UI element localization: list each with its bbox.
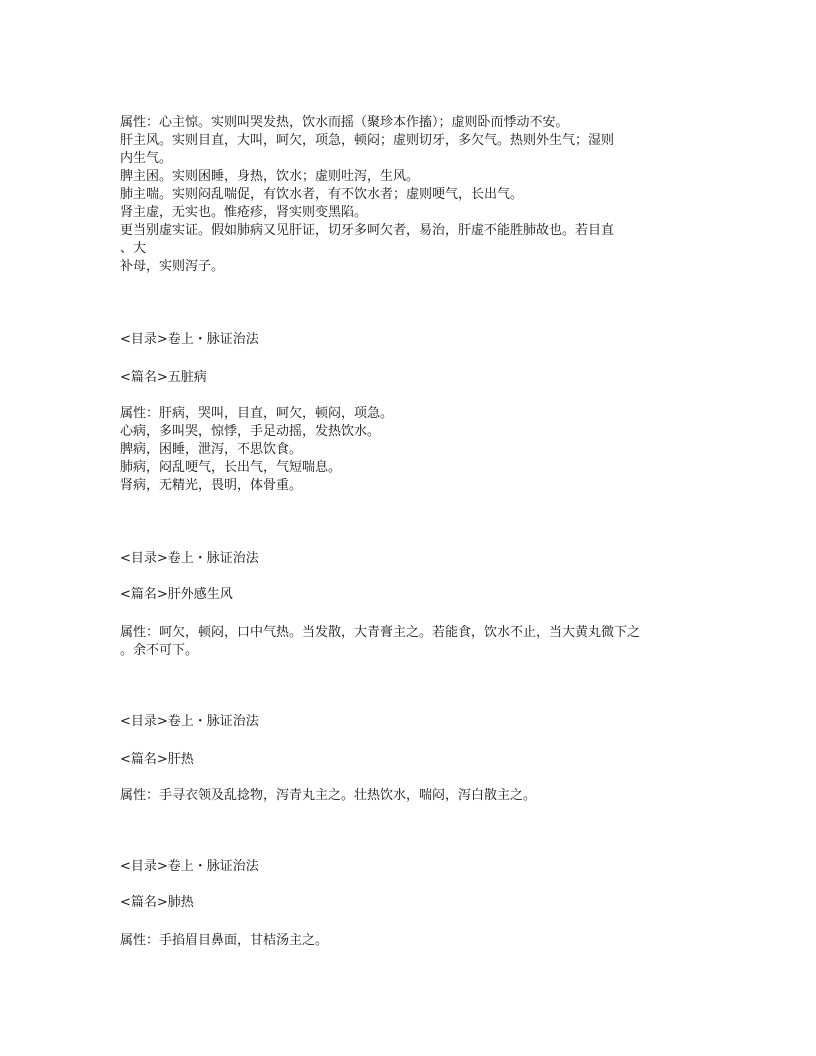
text-line: 内生气。 — [120, 151, 173, 166]
section-title: <篇名>肺热 — [120, 895, 194, 910]
text-line: 属性：呵欠，顿闷，口中气热。当发散，大青膏主之。若能食，饮水不止，当大黄丸微下之 — [120, 625, 641, 640]
text-line: 肝主风。实则目直，大叫，呵欠，项急，顿闷；虚则切牙，多欠气。热则外生气；湿则 — [120, 133, 615, 148]
text-line: 脾主困。实则困睡，身热，饮水；虚则吐泻，生风。 — [120, 169, 420, 184]
text-line: 补母，实则泻子。 — [120, 259, 225, 274]
text-line: 。余不可下。 — [120, 643, 199, 658]
catalog-heading: <目录>卷上・脉证治法 — [120, 332, 259, 347]
catalog-heading: <目录>卷上・脉证治法 — [120, 859, 259, 874]
text-line: 更当别虚实证。假如肺病又见肝证，切牙多呵欠者，易治，肝虚不能胜肺故也。若目直 — [120, 223, 615, 238]
text-line: 心病，多叫哭，惊悸，手足动摇，发热饮水。 — [120, 424, 381, 439]
catalog-heading: <目录>卷上・脉证治法 — [120, 714, 259, 729]
text-line: 肺主喘。实则闷乱喘促，有饮水者，有不饮水者；虚则哽气，长出气。 — [120, 187, 524, 202]
section-title: <篇名>肝外感生风 — [120, 587, 233, 602]
text-line: 肺病，闷乱哽气，长出气，气短喘息。 — [120, 460, 342, 475]
text-line: 属性：手寻衣领及乱捻物，泻青丸主之。壮热饮水，喘闷，泻白散主之。 — [120, 788, 537, 803]
text-line: 属性：手掐眉目鼻面，甘桔汤主之。 — [120, 933, 329, 948]
section-title: <篇名>五脏病 — [120, 370, 207, 385]
text-line: 属性：肝病，哭叫，目直，呵欠，顿闷，项急。 — [120, 406, 394, 421]
text-line: 肾主虚，无实也。惟疮疹，肾实则变黑陷。 — [120, 205, 368, 220]
text-line: 脾病，困睡，泄泻，不思饮食。 — [120, 442, 303, 457]
catalog-heading: <目录>卷上・脉证治法 — [120, 551, 259, 566]
section-title: <篇名>肝热 — [120, 752, 194, 767]
text-line: 肾病，无精光，畏明，体骨重。 — [120, 478, 303, 493]
text-line: 、大 — [120, 241, 147, 256]
text-line: 属性：心主惊。实则叫哭发热，饮水而摇（聚珍本作搐）；虚则卧而悸动不安。 — [120, 115, 569, 130]
